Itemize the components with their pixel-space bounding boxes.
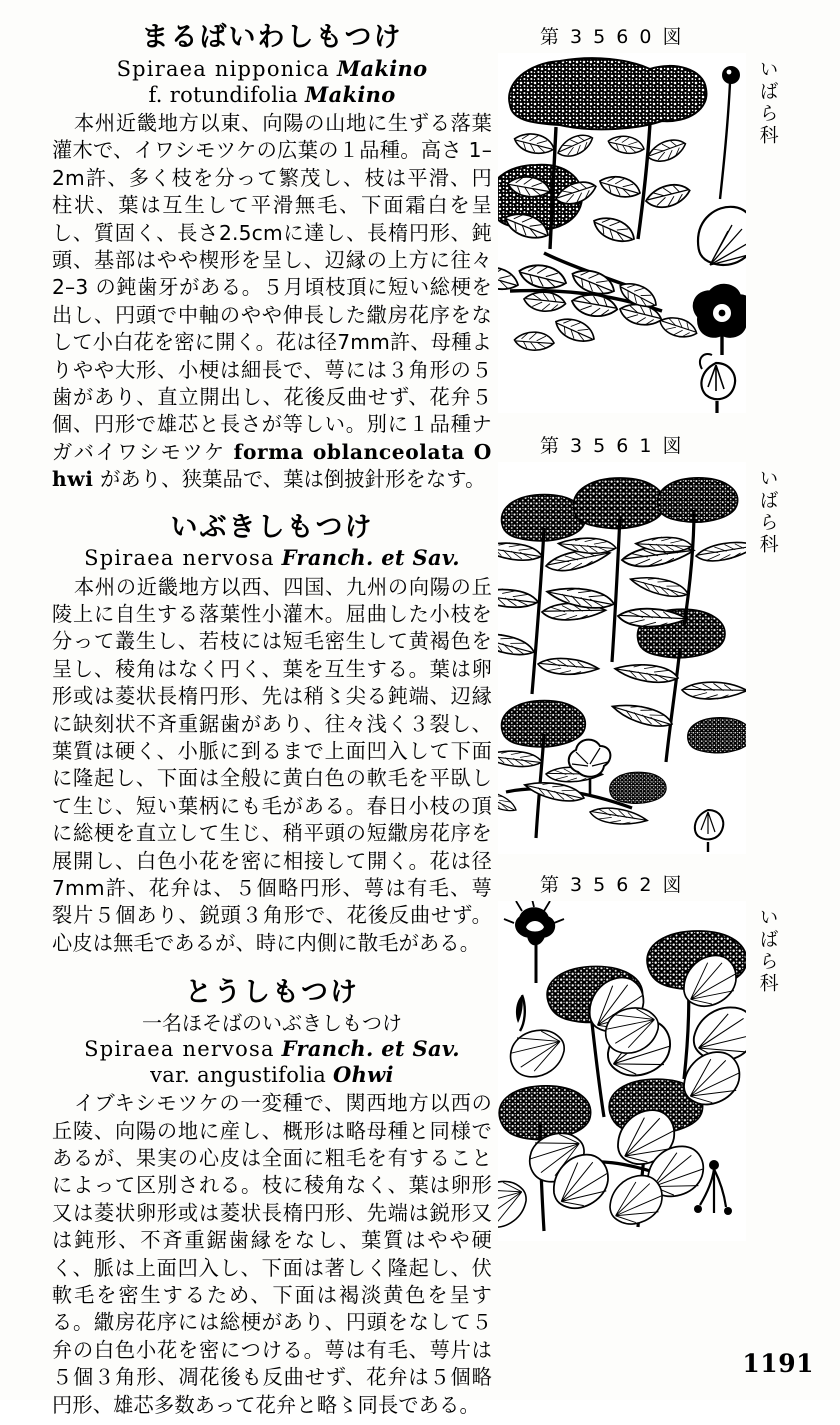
- corymb: [688, 718, 746, 753]
- flower-detail: [694, 285, 746, 355]
- leaf-group-lower: [498, 258, 699, 354]
- page-number: 1191: [742, 1349, 814, 1378]
- entry-1-japanese-name: まるばいわしもつけ: [141, 22, 403, 53]
- figure-3561-caption: 第 3 5 6 1 図: [540, 435, 685, 457]
- figure-3562: [498, 870, 818, 1241]
- entry-1-scientific-name-line-2: [52, 82, 492, 108]
- figure-3562-family-label: いばら科: [756, 907, 779, 995]
- entry-1-author: Makino: [336, 55, 428, 81]
- entry-1-forma-author: Makino: [305, 81, 396, 107]
- entry-2-scientific-name-line-1: [52, 545, 492, 571]
- entry-3-scientific-name-line-2: [52, 1062, 492, 1088]
- entry-1-forma: f. rotundifolia: [148, 82, 299, 107]
- entry-2: [52, 512, 492, 958]
- figure-3561-illustration: [498, 462, 746, 854]
- figure-3560-caption: 第 3 5 6 0 図: [540, 26, 685, 48]
- entry-1-description-latin: forma oblanceolata Ohwi: [52, 439, 492, 492]
- leaf-group-upper: [502, 128, 692, 250]
- figure-3562-illustration: [498, 901, 746, 1241]
- corymb: [610, 772, 666, 803]
- corymb: [658, 478, 738, 522]
- entry-1-genus-species: Spiraea nipponica: [116, 56, 330, 81]
- fruit-detail: [695, 810, 723, 852]
- calyx-detail: [504, 901, 564, 983]
- flower-detail: [569, 740, 611, 794]
- entry-3-scientific-name-line-1: [52, 1036, 492, 1062]
- text-column: [52, 22, 492, 1425]
- figure-3562-caption: 第 3 5 6 2 図: [540, 874, 685, 896]
- stamen-detail: [516, 995, 525, 1031]
- corymb: [499, 1086, 590, 1140]
- entry-3-description: イブキシモツケの一変種で、関西地方以西の丘陵、向陽の地に産し、概形は略母種と同様であるが、果実の心皮は全面に粗毛を有することによって区別される。枝に稜角なく、葉は卵形又は菱状卵形或は菱状長楕円形、先端は鋭形又は鈍形、不斉重鋸歯縁をなし、葉質はやや硬く、脈は上面凹入し、下面は著しく隆起し、伏軟毛を密生するため、下面は褐淡黄色を呈する。繖房花序には総梗があり、円頭をなして５弁の白色小花を密につける。萼は有毛、萼片は５個３角形、凋花後も反曲せず、花弁は５個略円形、雄芯多数あって花弁と略〻同長である。: [52, 1091, 492, 1417]
- entry-1-description: [52, 110, 492, 494]
- figure-3560-family-label: いばら科: [756, 59, 779, 147]
- fruit-detail: [700, 354, 735, 413]
- entry-1-description-part-1: 本州近畿地方以東、向陽の山地に生ずる落葉灌木で、イワシモツケの広葉の１品種。高さ 1–2m許、多く枝を分って繁茂し、枝は平滑、円柱状、葉は互生して平滑無毛、下面霜白を呈し、質固く、長さ2.5cmに達し、長楕円形、鈍頭、基部はやや楔形を呈し、辺縁の上方に往々 2–3 の鈍歯牙がある。５月頃枝頂に短い総梗を出し、円頭で中軸のやや伸長した繖房花序をなして小白花を密に開く。花は径7mm許、母種よりやや大形、小梗は細長で、萼には３角形の５歯があり、直立開出し、花後反曲せず、花弁５個、円形で雄芯と長さが等しい。別に１品種ナガバイワシモツケ: [52, 110, 492, 464]
- figure-3560-illustration: [498, 53, 746, 413]
- entry-2-description: 本州の近畿地方以西、四国、九州の向陽の丘陵上に自生する落葉性小灌木。屈曲した小枝を分って叢生し、若枝には短毛密生して黄褐色を呈し、稜角はなく円く、葉を互生する。葉は卵形或は菱状長楕円形、先は稍〻尖る鈍端、辺縁に缺刻状不斉重鋸歯があり、往々浅く３裂し、葉質は硬く、小脈に到るまで上面凹入して下面に隆起し、下面は全般に黄白色の軟毛を平臥して生じ、短い葉柄にも毛がある。春日小枝の頂に総梗を直立して生じ、稍平頭の短繖房花序を展開し、白色小花を密に相接して開く。花は径7mm許、花弁は、５個略円形、萼は有毛、萼裂片５個あり、鋭頭３角形で、花後反曲せず。心皮は無毛であるが、時に内側に散毛がある。: [52, 574, 492, 955]
- entry-1-description-part-2: があり、狭葉品で、葉は倒披針形をなす。: [93, 467, 486, 492]
- figure-3561: [498, 431, 818, 854]
- figure-column: [498, 22, 818, 1241]
- entry-2-japanese-name: いぶきしもつけ: [170, 511, 374, 543]
- entry-3-variety-author: Ohwi: [333, 1062, 394, 1088]
- entry-3-author: Franch. et Sav.: [281, 1036, 460, 1062]
- entry-2-genus-species: Spiraea nervosa: [84, 546, 275, 571]
- figure-3560: [498, 22, 818, 413]
- entry-2-author: Franch. et Sav.: [281, 545, 460, 571]
- figure-3561-family-label: いばら科: [756, 468, 779, 556]
- entry-1: [52, 22, 492, 494]
- entry-3-variety: var. angustifolia: [150, 1063, 327, 1088]
- entry-3: [52, 977, 492, 1419]
- entry-3-alternate-name: 一名ほそばのいぶきしもつけ: [142, 1011, 402, 1036]
- pedicel-detail: [720, 83, 730, 199]
- entry-1-scientific-name-line-1: [52, 56, 492, 82]
- corymb-cluster: [509, 58, 706, 129]
- entry-3-genus-species: Spiraea nervosa: [84, 1037, 275, 1062]
- bud-detail: [722, 66, 740, 84]
- leaf-detail: [698, 207, 746, 265]
- entry-3-japanese-name: とうしもつけ: [185, 977, 359, 1009]
